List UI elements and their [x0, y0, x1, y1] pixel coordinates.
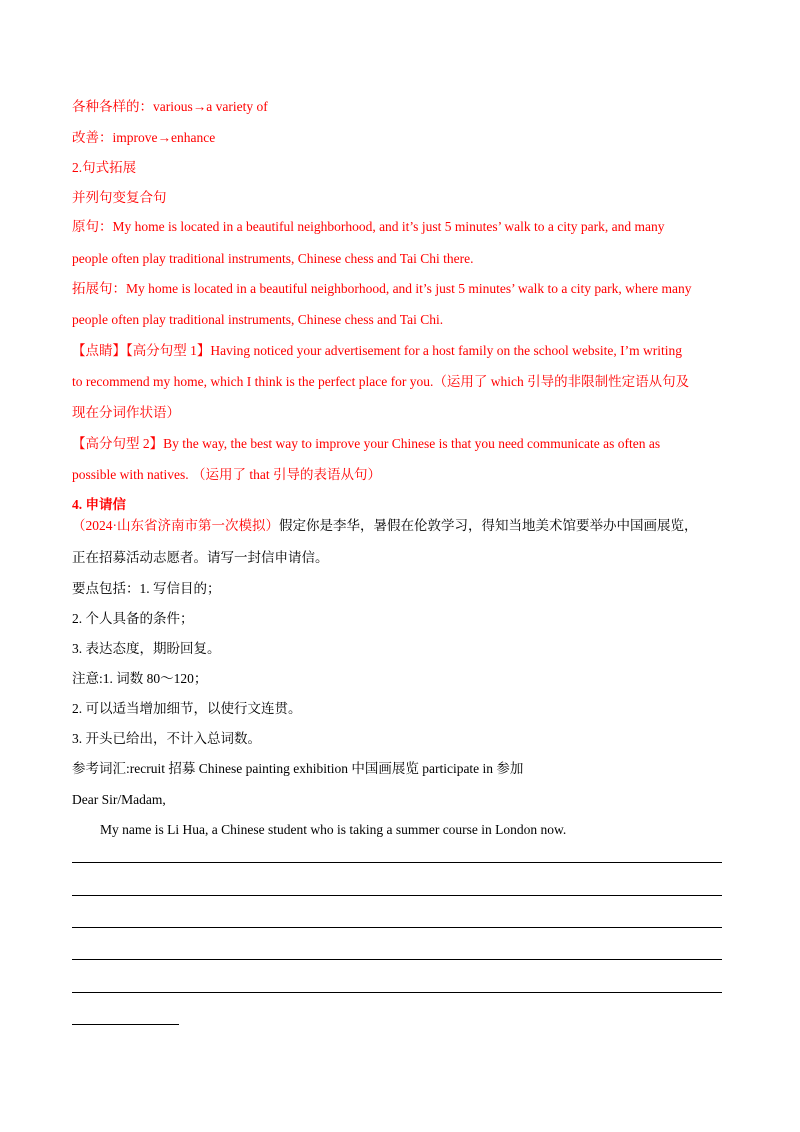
expanded-sentence-line1: 拓展句：My home is located in a beautiful neighborhood, and it’s just 5 minutes’ walk to a city park, where many: [72, 281, 692, 296]
answer-line: [72, 927, 722, 928]
original-sentence-line1: 原句：My home is located in a beautiful neighborhood, and it’s just 5 minutes’ walk to a city park, and many: [72, 219, 665, 234]
section4-title: 4. 申请信: [72, 497, 126, 512]
notes-line2: 2. 可以适当增加细节，以使行文连贯。: [72, 701, 302, 716]
answer-line: [72, 862, 722, 863]
exam-source: （2024·山东省济南市第一次模拟）: [72, 518, 279, 533]
section2-title: 2.句式拓展: [72, 160, 137, 175]
vocab-improve: 改善：improve→enhance: [72, 130, 216, 145]
points-line3: 3. 表达态度，期盼回复。: [72, 641, 221, 656]
vocab-various: 各种各样的：various→a variety of: [72, 99, 268, 114]
expanded-sentence-line2: people often play traditional instruments, Chinese chess and Tai Chi.: [72, 312, 444, 327]
tip2-line2: possible with natives. （运用了 that 引导的表语从句）: [72, 467, 381, 482]
points-line2: 2. 个人具备的条件；: [72, 611, 194, 626]
prompt-line2: 正在招募活动志愿者。请写一封信申请信。: [72, 550, 329, 565]
letter-opening: My name is Li Hua, a Chinese student who is taking a summer course in London now.: [100, 822, 567, 837]
section2-subtitle: 并列句变复合句: [72, 190, 167, 205]
tip1-line1: 【点睛】【高分句型 1】Having noticed your advertisement for a host family on the school website, I’m writing: [72, 343, 683, 358]
tip2-line1: 【高分句型 2】By the way, the best way to improve your Chinese is that you need communicate as often as: [72, 436, 661, 451]
notes-line3: 3. 开头已给出，不计入总词数。: [72, 731, 261, 746]
answer-line: [72, 895, 722, 896]
notes-line1: 注意:1. 词数 80～120；: [72, 671, 208, 686]
prompt-line1: [72, 517, 698, 535]
reference-vocab: 参考词汇:recruit 招募 Chinese painting exhibition 中国画展览 participate in 参加: [72, 761, 524, 776]
original-sentence-line2: people often play traditional instruments, Chinese chess and Tai Chi there.: [72, 251, 474, 266]
letter-salutation: Dear Sir/Madam,: [72, 792, 166, 807]
answer-line-short: [72, 1024, 179, 1025]
points-line1: 要点包括：1. 写信目的；: [72, 581, 221, 596]
tip1-line2: to recommend my home, which I think is the perfect place for you.（运用了 which 引导的非限制性定语从句及: [72, 374, 690, 389]
answer-line: [72, 992, 722, 993]
answer-line: [72, 959, 722, 960]
tip1-line3: 现在分词作状语）: [72, 405, 180, 420]
prompt-text: 假定你是李华，暑假在伦敦学习，得知当地美术馆要举办中国画展览，: [279, 518, 698, 533]
